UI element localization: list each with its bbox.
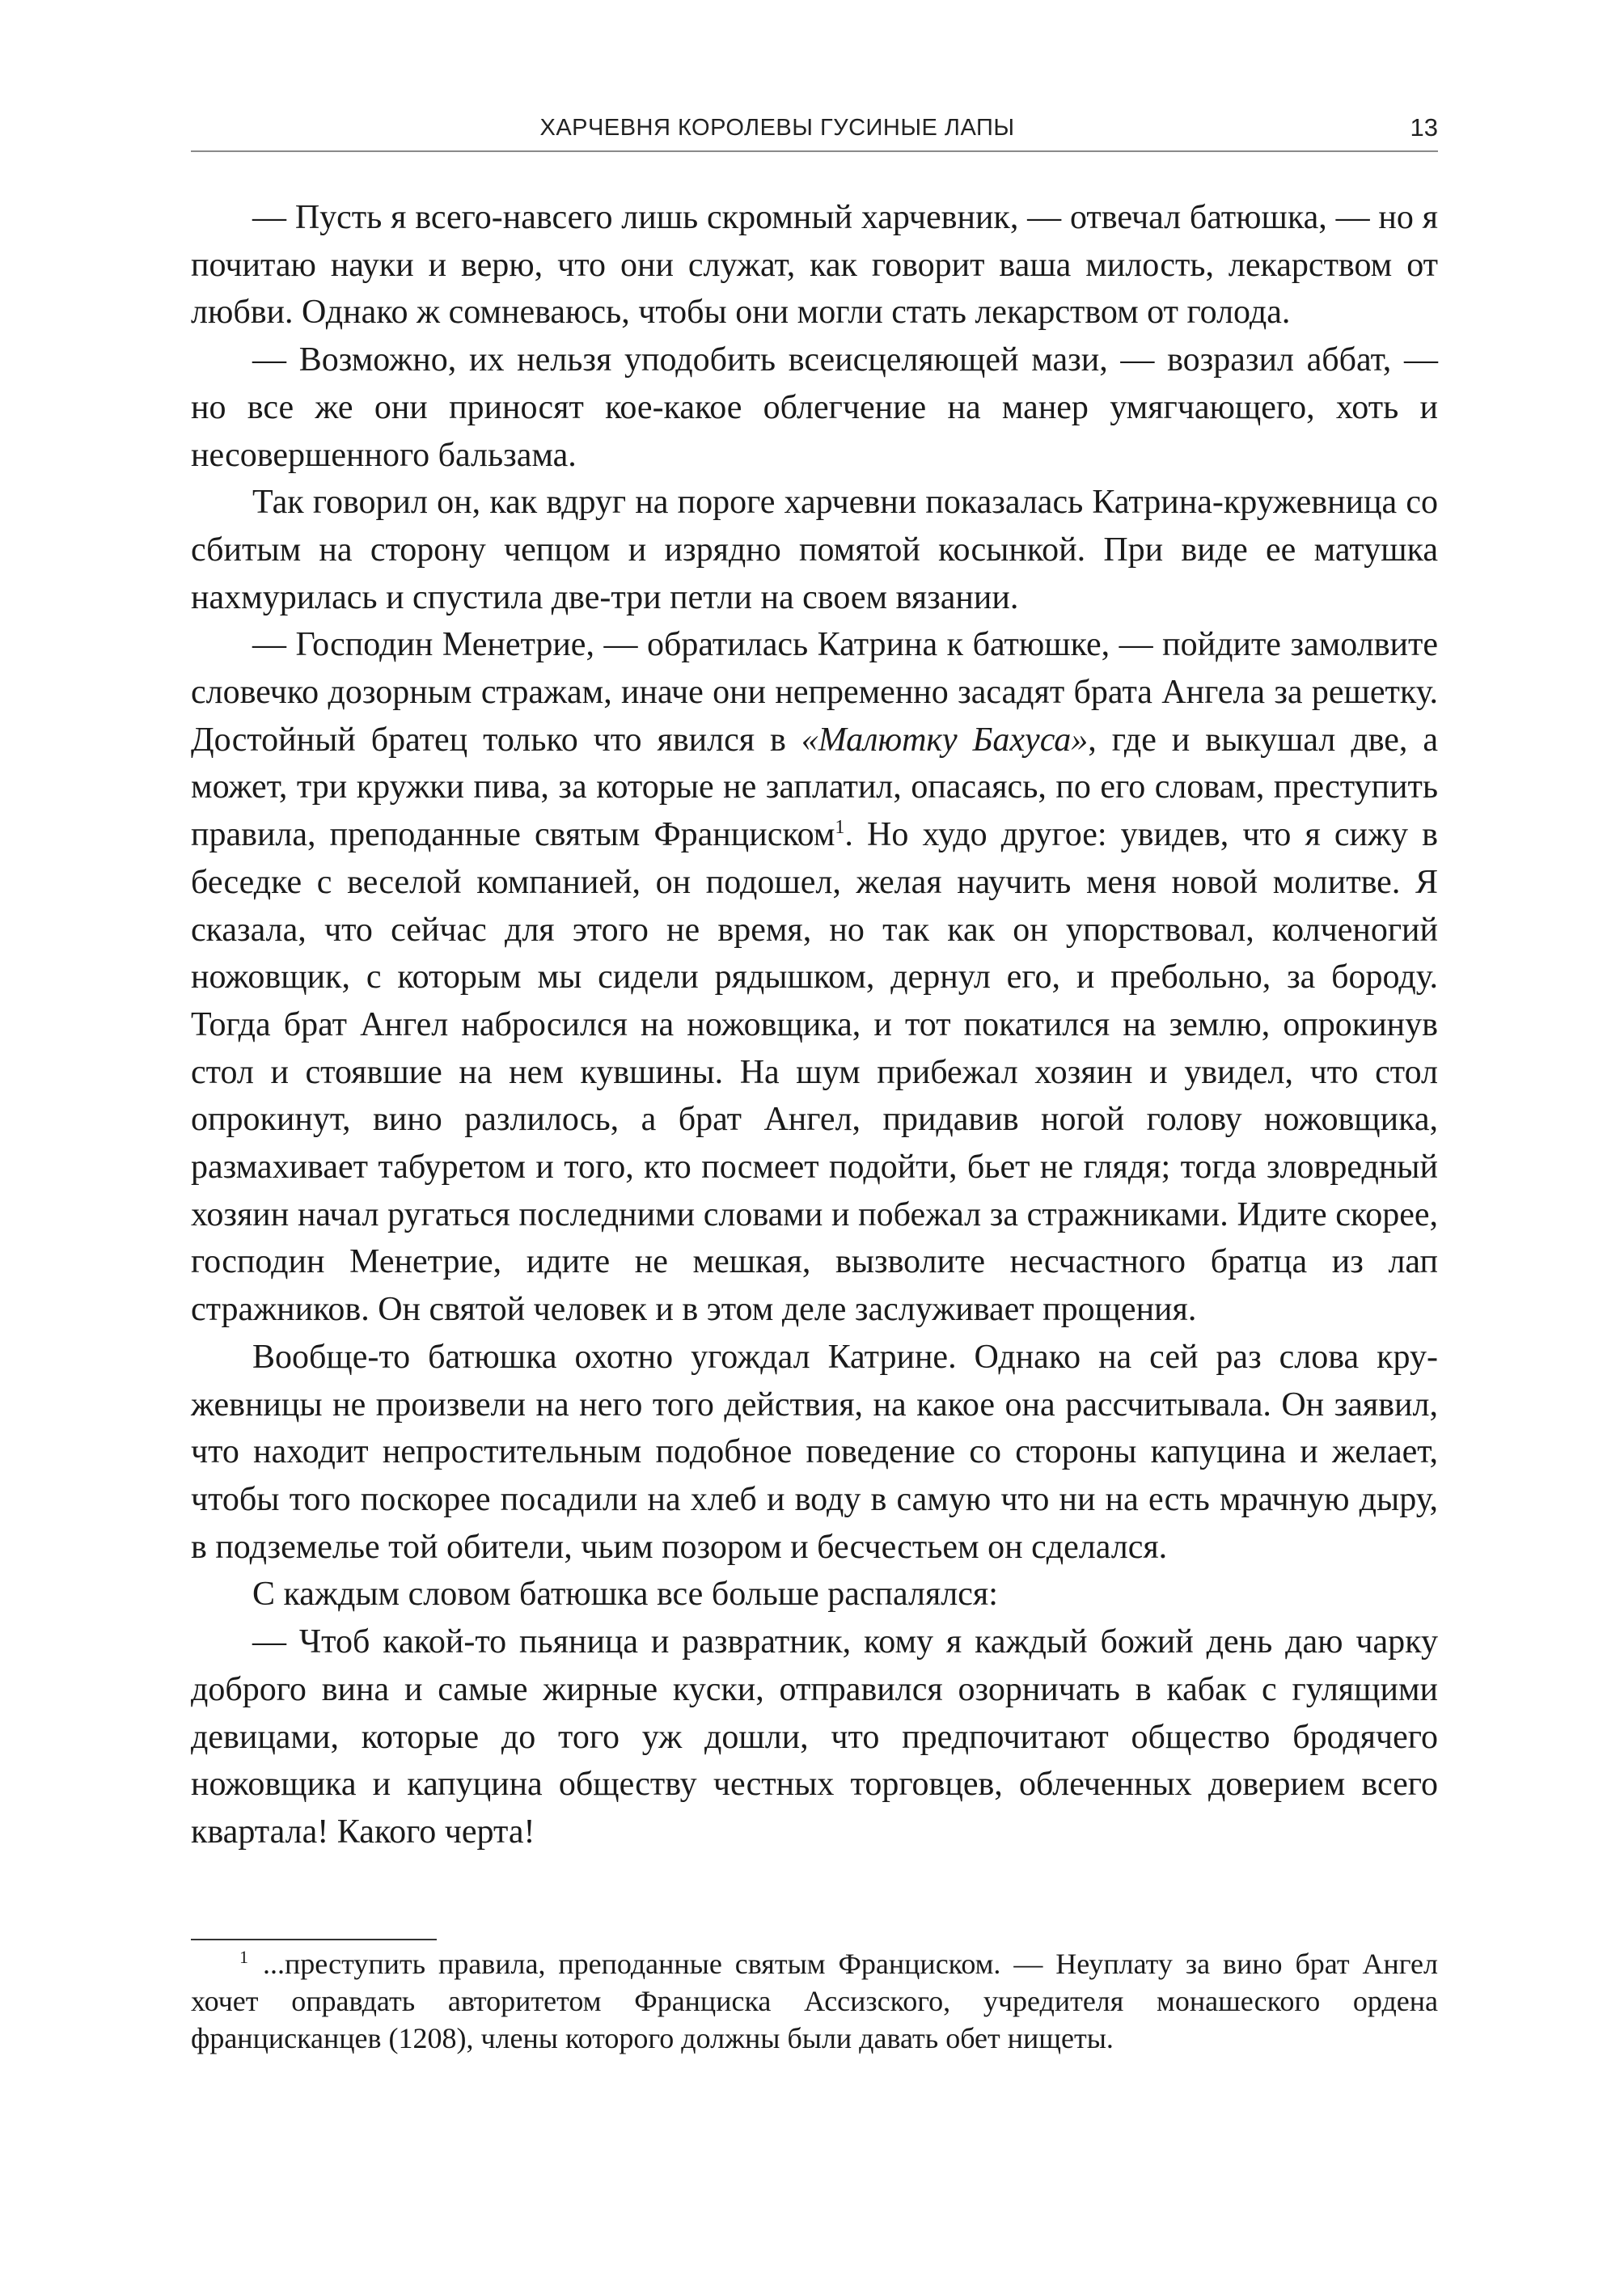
footnote — [191, 1945, 1438, 2057]
paragraph — [191, 621, 1438, 1334]
footnote-mark: 1 — [239, 1947, 248, 1967]
paragraph: — Возможно, их нельзя уподобить всеисцеляющей мази, — возразил аббат, — но все же они приносят кое-какое облегчение на манер умягчающего, хоть и несовершенного бальзама. — [191, 341, 1438, 474]
tavern-name: «Малютку Бахуса» — [801, 721, 1089, 759]
footnote-reference[interactable]: 1 — [835, 817, 845, 839]
paragraph: — Чтоб какой-то пьяница и развратник, кому я каждый божий день даю чарку доброго вина и самые жирные куски, отправился озорничать в кабак с гулящими девицами, которые до того уж дошли, что предпочитают общество бродячего ножовщика и капуцина обществу честных торговцев, облеченных доверием всего квартала! Какого черта! — [191, 1623, 1438, 1851]
paragraph-text: , где и выкушал две, а может, три кружки пива, за которые не заплатил, опасаясь, по его словам, преступить правила, преподанные святым Франциском — [191, 721, 1438, 854]
header-rule — [191, 150, 1438, 152]
footnote-text: ...преступить правила, преподанные святым Франциском. — Неуплату за вино брат Ангел хочет оправдать авторитетом Франциска Ассизского, учредителя монашеского ордена францисканцев (1208), члены которого должны были давать обет нищеты. — [191, 1948, 1438, 2054]
footnote-separator — [191, 1939, 437, 1940]
main-text — [191, 194, 1438, 1856]
running-title: ХАРЧЕВНЯ КОРОЛЕВЫ ГУСИНЫЕ ЛАПЫ — [539, 115, 1015, 141]
footnote-paragraph — [191, 1945, 1438, 2057]
paragraph: С каждым словом батюшка все больше распалялся: — [252, 1576, 998, 1614]
paragraph: Вообще-то батюшка охотно угождал Катрине. Однако на сей раз слова кружевницы не произвели на него того действия, на какое она рассчитывала. Он заявил, что находит непростительным подобное поведение со стороны капуцина и желает, чтобы того поскорее посадили на хлеб и воду в самую что ни на есть мрачную дыру, в подземелье той обители, чьим позором и бесчестьем он сделался. — [191, 1338, 1438, 1566]
paragraph: Так говорил он, как вдруг на пороге харчевни показалась Катрина-кружевница со сбитым на сторону чепцом и изрядно помятой косынкой. При виде ее матушка нахмурилась и спустила две-три петли на своем вязании. — [191, 484, 1438, 616]
page-number: 13 — [1410, 113, 1438, 142]
page-header — [191, 112, 1438, 157]
paragraph: — Пусть я всего-навсего лишь скромный харчевник, — отвечал батюшка, — но я почитаю науки и верю, что они служат, как говорит ваша милость, лекарством от любви. Однако ж сомневаюсь, чтобы они могли стать лекарством от голода. — [191, 199, 1438, 332]
paragraph-text: . Но худо другое: увидев, что я сижу в беседке с веселой компанией, он подошел, желая научить меня новой молитве. Я сказала, что сейчас для этого не время, но так как он упорствовал, колченогий ножовщик, с которым мы сидели рядышком, дернул его, и пребольно, за бороду. Тогда брат Ангел набросился на ножовщика, и тот покатился на землю, опрокинув стол и стоявшие на нем кувшины. На шум прибежал хозяин и увидел, что стол опрокинут, вино разлилось, а брат Ангел, придавив ногой голову ножовщика, размахивает табуретом и того, кто посмеет подойти, бьет не глядя; тогда зловредный хозяин начал ругаться последними словами и побежал за стражниками. Идите скорее, господин Менетрие, идите не мешкая, вызволите несчастного братца из лап стражников. Он святой человек и в этом деле заслуживает прощения. — [191, 816, 1438, 1329]
paragraph-text: — Господин Менетрие, — обратилась Катрина к батюшке, — пойдите замолвите словечко дозорным стражам, иначе они непременно засадят брата Ангела за решетку. Достойный братец только что явился в — [191, 626, 1438, 759]
